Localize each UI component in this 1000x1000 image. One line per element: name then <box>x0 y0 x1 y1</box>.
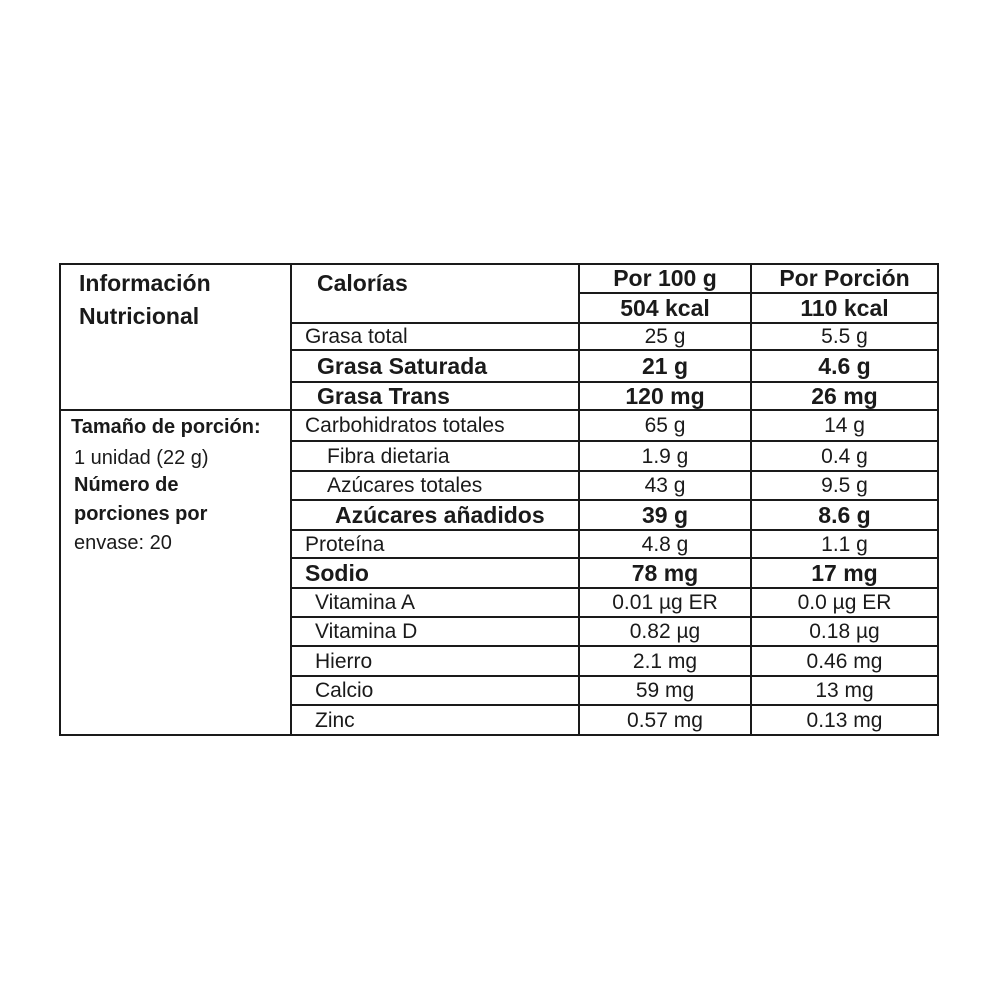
nutrient-value-per100: 25 g <box>644 325 686 348</box>
nutrient-value-perserving: 4.6 g <box>818 352 871 379</box>
nutrient-name: Zinc <box>315 708 355 732</box>
serving-size-label: Tamaño de porción: <box>71 416 261 438</box>
column-header-perserving: Por Porción <box>779 264 910 291</box>
nutrient-value-per100: 120 mg <box>625 382 705 409</box>
nutrient-name: Grasa total <box>305 325 408 348</box>
serving-size-value: 1 unidad (22 g) <box>74 447 209 469</box>
nutrient-name: Sodio <box>305 559 369 586</box>
energy-perserving: 110 kcal <box>800 294 889 321</box>
panel-title-line2: Nutricional <box>79 303 200 329</box>
nutrient-value-perserving: 26 mg <box>811 382 878 409</box>
nutrient-name: Azúcares añadidos <box>335 501 545 528</box>
nutrient-value-per100: 1.9 g <box>641 444 689 468</box>
nutrient-value-perserving: 0.46 mg <box>806 649 883 673</box>
nutrient-value-perserving: 17 mg <box>811 559 878 586</box>
nutrient-value-perserving: 0.13 mg <box>806 708 883 732</box>
nutrient-value-per100: 43 g <box>644 474 686 497</box>
nutrient-name: Vitamina D <box>315 620 418 643</box>
servings-label-line2: porciones por <box>74 503 208 525</box>
nutrient-name: Vitamina A <box>315 591 416 614</box>
nutrient-value-per100: 0.01 µg ER <box>612 591 718 614</box>
nutrient-name: Azúcares totales <box>327 474 483 497</box>
nutrient-value-perserving: 0.4 g <box>821 444 868 468</box>
nutrient-value-perserving: 14 g <box>824 414 865 437</box>
nutrient-value-per100: 78 mg <box>631 559 699 586</box>
nutrient-name: Grasa Trans <box>317 382 450 409</box>
nutrient-name: Grasa Saturada <box>317 352 488 379</box>
calories-label: Calorías <box>317 269 408 296</box>
nutrient-name: Hierro <box>315 649 373 673</box>
nutrient-name: Carbohidratos totales <box>305 414 505 437</box>
servings-value: envase: 20 <box>74 532 172 554</box>
nutrient-value-per100: 0.57 mg <box>627 708 703 732</box>
servings-label-line1: Número de <box>74 474 179 496</box>
nutrient-value-per100: 21 g <box>641 352 689 379</box>
energy-per100: 504 kcal <box>620 294 710 321</box>
column-header-per100: Por 100 g <box>613 264 717 291</box>
nutrient-value-perserving: 9.5 g <box>821 474 868 497</box>
nutrient-value-perserving: 0.18 µg <box>809 620 880 643</box>
nutrient-value-perserving: 0.0 µg ER <box>797 591 892 614</box>
table-border-left <box>59 263 61 736</box>
nutrient-value-per100: 59 mg <box>635 679 695 702</box>
nutrient-value-perserving: 13 mg <box>815 679 874 702</box>
nutrient-name: Proteína <box>305 532 385 556</box>
nutrient-value-per100: 2.1 mg <box>632 649 698 673</box>
panel-title-line1: Información <box>79 270 211 296</box>
nutrient-value-perserving: 1.1 g <box>821 532 868 556</box>
nutrient-name: Fibra dietaria <box>327 444 450 468</box>
nutrient-value-per100: 4.8 g <box>641 532 689 556</box>
nutrient-value-perserving: 8.6 g <box>818 501 871 528</box>
nutrient-value-per100: 0.82 µg <box>629 620 701 643</box>
nutrient-value-per100: 65 g <box>644 414 686 437</box>
nutrient-value-per100: 39 g <box>641 501 689 528</box>
nutrition-facts-table <box>59 263 939 736</box>
nutrient-name: Calcio <box>315 679 374 702</box>
table-border-bottom <box>59 734 939 736</box>
nutrient-value-perserving: 5.5 g <box>821 325 868 348</box>
